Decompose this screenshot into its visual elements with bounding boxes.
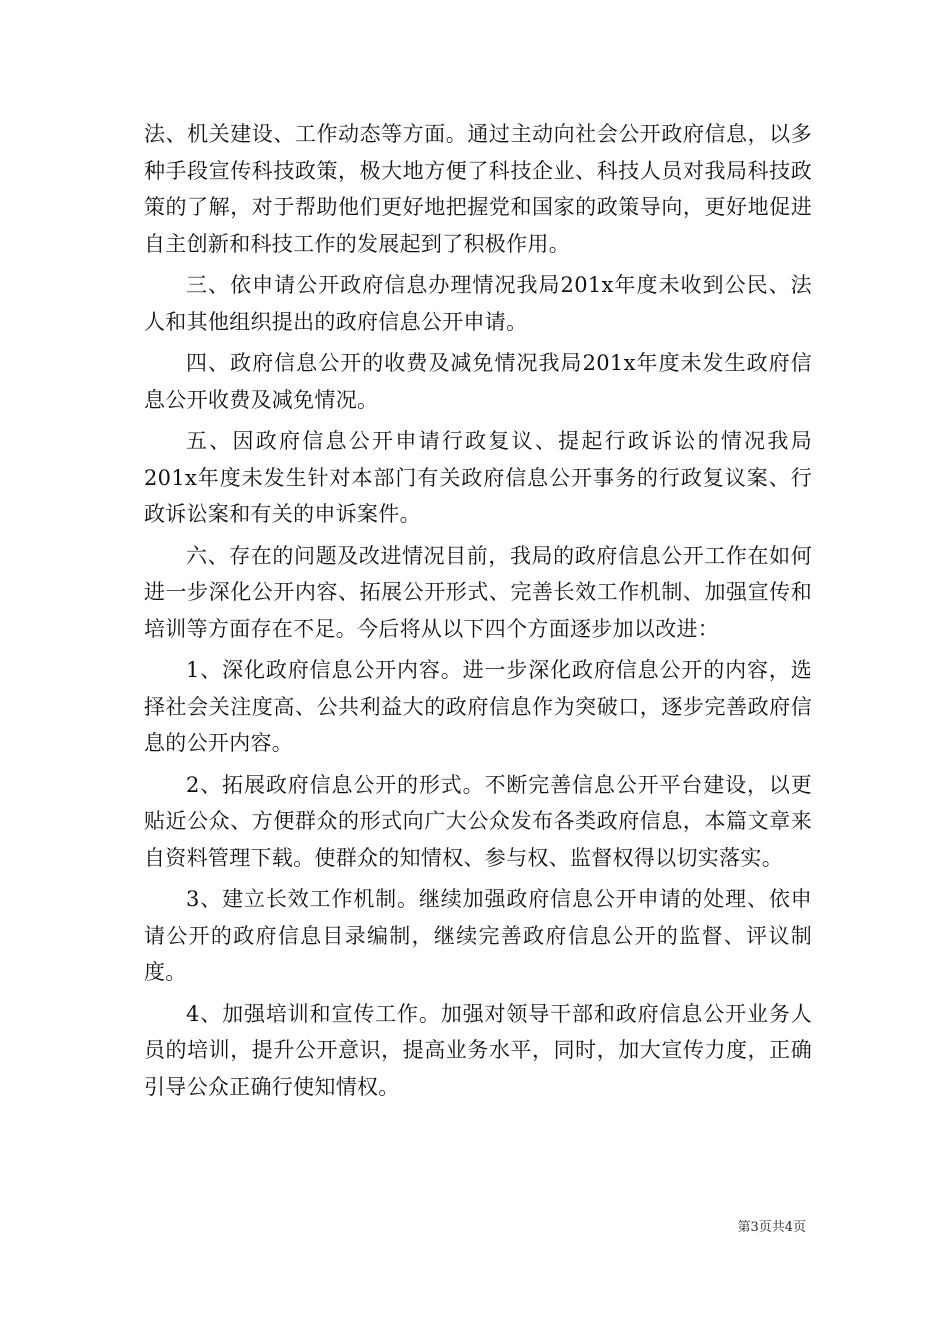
paragraph-3: 四、政府信息公开的收费及减免情况我局201x年度未发生政府信息公开收费及减免情况。 [144, 351, 812, 412]
paragraph-8: 3、建立长效工作机制。继续加强政府信息公开申请的处理、依申请公开的政府信息目录编制，继续完善政府信息公开的监督、评议制度。 [144, 887, 812, 984]
paragraph-2: 三、依申请公开政府信息办理情况我局201x年度未收到公民、法人和其他组织提出的政府信息公开申请。 [144, 273, 812, 334]
page-number-footer: 第3页共4页 [737, 1220, 806, 1235]
paragraph-1: 法、机关建设、工作动态等方面。通过主动向社会公开政府信息，以多种手段宣传科技政策，极大地方便了科技企业、科技人员对我局科技政策的了解，对于帮助他们更好地把握党和国家的政策导向，更好地促进自主创新和科技工作的发展起到了积极作用。 [144, 122, 812, 256]
document-body [144, 116, 812, 1110]
paragraph-6: 1、深化政府信息公开内容。进一步深化政府信息公开的内容，选择社会关注度高、公共利益大的政府信息作为突破口，逐步完善政府信息的公开内容。 [144, 658, 812, 755]
paragraph-9: 4、加强培训和宣传工作。加强对领导干部和政府信息公开业务人员的培训，提升公开意识，提高业务水平，同时，加大宣传力度，正确引导公众正确行使知情权。 [144, 1001, 812, 1099]
paragraph-4: 五、因政府信息公开申请行政复议、提起行政诉讼的情况我局201x年度未发生针对本部门有关政府信息公开事务的行政复议案、行政诉讼案和有关的申诉案件。 [144, 429, 812, 526]
paragraph-5: 六、存在的问题及改进情况目前，我局的政府信息公开工作在如何进一步深化公开内容、拓展公开形式、完善长效工作机制、加强宣传和培训等方面存在不足。今后将从以下四个方面逐步加以改进： [144, 543, 812, 641]
paragraph-7: 2、拓展政府信息公开的形式。不断完善信息公开平台建设，以更贴近公众、方便群众的形式向广大公众发布各类政府信息，本篇文章来自资料管理下载。使群众的知情权、参与权、监督权得以切实落实。 [144, 772, 812, 870]
